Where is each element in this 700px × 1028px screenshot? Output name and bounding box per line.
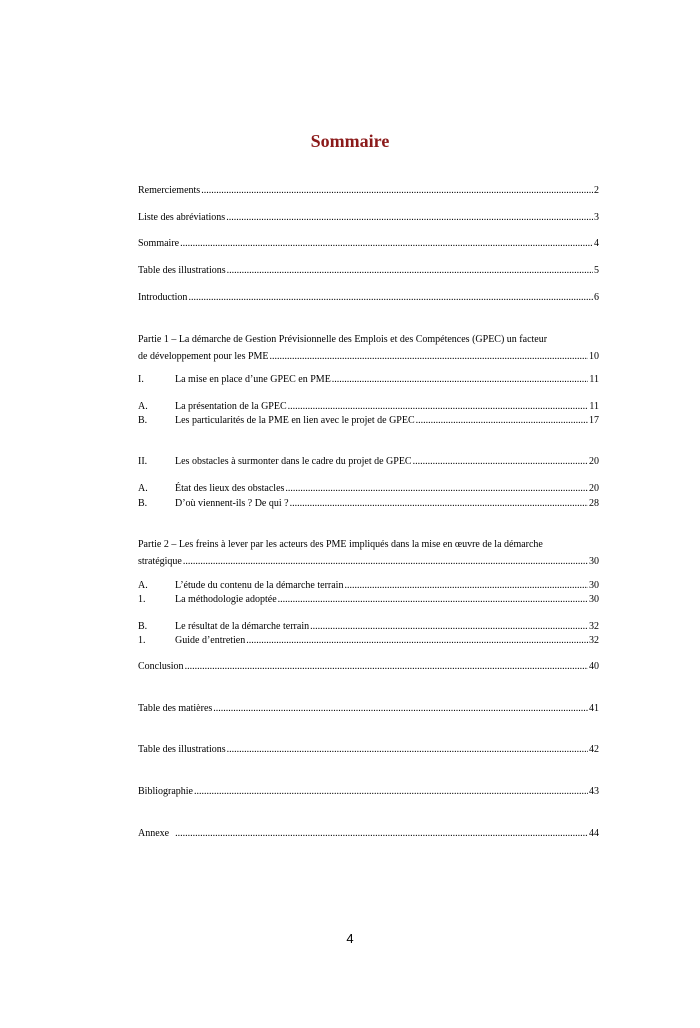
toc-label: L’étude du contenu de la démarche terrain	[175, 580, 344, 591]
toc-label-line1: Partie 1 – La démarche de Gestion Prévisionnelle des Emplois et des Compétences (GPEC) un facteur	[138, 334, 548, 345]
toc-leader	[185, 661, 588, 673]
toc-page-number: 41	[589, 703, 599, 714]
toc-leader	[278, 594, 588, 606]
toc-label: Table des illustrations	[138, 265, 226, 276]
toc-numbering: B.	[138, 498, 148, 509]
toc-label-line1: Partie 2 – Les freins à lever par les acteurs des PME impliqués dans la mise en œuvre de la démarche	[138, 539, 543, 550]
toc-label: La mise en place d’une GPEC en PME	[175, 374, 331, 385]
toc-numbering: 1.	[138, 594, 146, 605]
toc-leader	[227, 744, 588, 756]
toc-entry-introduction[interactable]	[138, 292, 599, 304]
toc-page-number: 11	[589, 374, 599, 385]
toc-entry-section-p2-a-1[interactable]	[138, 594, 599, 606]
toc-label: Bibliographie	[138, 786, 193, 797]
toc-page-number: 4	[594, 238, 599, 249]
toc-page-number: 11	[589, 401, 599, 412]
toc-label: Les particularités de la PME en lien avec le projet de GPEC	[175, 415, 415, 426]
toc-entry-section-ii[interactable]	[138, 456, 599, 468]
toc-page-number: 3	[594, 212, 599, 223]
toc-numbering: 1.	[138, 635, 146, 646]
toc-page-number: 2	[594, 185, 599, 196]
toc-page-number: 42	[589, 744, 599, 755]
toc-entry-liste-abreviations[interactable]	[138, 212, 599, 224]
toc-numbering: A.	[138, 401, 148, 412]
toc-label: Table des illustrations	[138, 744, 226, 755]
toc-label: Les obstacles à surmonter dans le cadre du projet de GPEC	[175, 456, 412, 467]
toc-leader	[183, 556, 588, 568]
toc-label: D’où viennent-ils ? De qui ?	[175, 498, 289, 509]
toc-leader	[290, 498, 588, 510]
toc-leader	[288, 401, 589, 413]
toc-entry-section-i-b[interactable]	[138, 415, 599, 427]
toc-entry-conclusion[interactable]	[138, 661, 599, 673]
toc-entry-annexe[interactable]	[138, 828, 599, 840]
toc-entry-sommaire[interactable]	[138, 238, 599, 250]
toc-page-number: 17	[589, 415, 599, 426]
toc-numbering: I.	[138, 374, 144, 385]
page-title: Sommaire	[310, 131, 390, 151]
toc-numbering: II.	[138, 456, 148, 467]
toc-entry-partie-2[interactable]	[138, 539, 599, 568]
toc-numbering: B.	[138, 621, 148, 632]
toc-entry-section-p2-b-1[interactable]	[138, 635, 599, 647]
toc-label: Liste des abréviations	[138, 212, 226, 223]
toc-leader	[194, 786, 588, 798]
toc-page-number: 5	[594, 265, 599, 276]
toc-label: La méthodologie adoptée	[175, 594, 277, 605]
toc-entry-section-i[interactable]	[138, 374, 599, 386]
toc-leader	[201, 185, 593, 197]
toc-leader	[226, 212, 593, 224]
toc-page-number: 44	[589, 828, 599, 839]
toc-label: Annexe	[138, 828, 175, 839]
toc-page-number: 20	[589, 456, 599, 467]
toc-label: de développement pour les PME	[138, 351, 269, 362]
toc-numbering: B.	[138, 415, 148, 426]
toc-leader	[310, 621, 588, 633]
toc-label: Remerciements	[138, 185, 201, 196]
toc-entry-section-i-a[interactable]	[138, 401, 599, 413]
toc-label: Le résultat de la démarche terrain	[175, 621, 310, 632]
toc-numbering: A.	[138, 483, 148, 494]
toc-page-number: 10	[589, 351, 599, 362]
toc-entry-section-ii-b[interactable]	[138, 498, 599, 510]
toc-leader	[344, 580, 588, 592]
toc-leader	[180, 238, 593, 250]
toc-page-number: 28	[589, 498, 599, 509]
toc-leader	[213, 703, 588, 715]
toc-leader	[227, 265, 593, 277]
toc-page-number: 40	[589, 661, 599, 672]
toc-label: La présentation de la GPEC	[175, 401, 287, 412]
toc-entry-section-ii-a[interactable]	[138, 483, 599, 495]
toc-entry-table-matieres[interactable]	[138, 703, 599, 715]
toc-page-number: 32	[589, 621, 599, 632]
toc-entry-partie-1[interactable]	[138, 334, 599, 363]
toc-page-number: 43	[589, 786, 599, 797]
toc-leader	[285, 483, 588, 495]
toc-label: Table des matières	[138, 703, 213, 714]
toc-leader	[188, 292, 593, 304]
toc-leader	[175, 828, 588, 840]
toc-label: État des lieux des obstacles	[175, 483, 285, 494]
toc-entry-bibliographie[interactable]	[138, 786, 599, 798]
toc-leader	[332, 374, 589, 386]
toc-label: Sommaire	[138, 238, 180, 249]
toc-entry-table-illustrations-2[interactable]	[138, 744, 599, 756]
toc-leader	[416, 415, 588, 427]
toc-label: Guide d’entretien	[175, 635, 246, 646]
toc-page-number: 6	[594, 292, 599, 303]
toc-leader	[270, 351, 588, 363]
toc-entry-section-p2-a[interactable]	[138, 580, 599, 592]
toc-page-number: 32	[589, 635, 599, 646]
toc-entry-table-illustrations[interactable]	[138, 265, 599, 277]
toc-page-number: 30	[589, 594, 599, 605]
toc-leader	[246, 635, 588, 647]
toc-page-number: 20	[589, 483, 599, 494]
toc-entry-section-p2-b[interactable]	[138, 621, 599, 633]
toc-label: Introduction	[138, 292, 188, 303]
toc-label: Conclusion	[138, 661, 184, 672]
toc-label: stratégique	[138, 556, 182, 567]
toc-page-number: 30	[589, 556, 599, 567]
toc-entry-remerciements[interactable]	[138, 185, 599, 197]
page-number: 4	[346, 931, 354, 946]
toc-numbering: A.	[138, 580, 148, 591]
toc-leader	[413, 456, 588, 468]
toc-page-number: 30	[589, 580, 599, 591]
